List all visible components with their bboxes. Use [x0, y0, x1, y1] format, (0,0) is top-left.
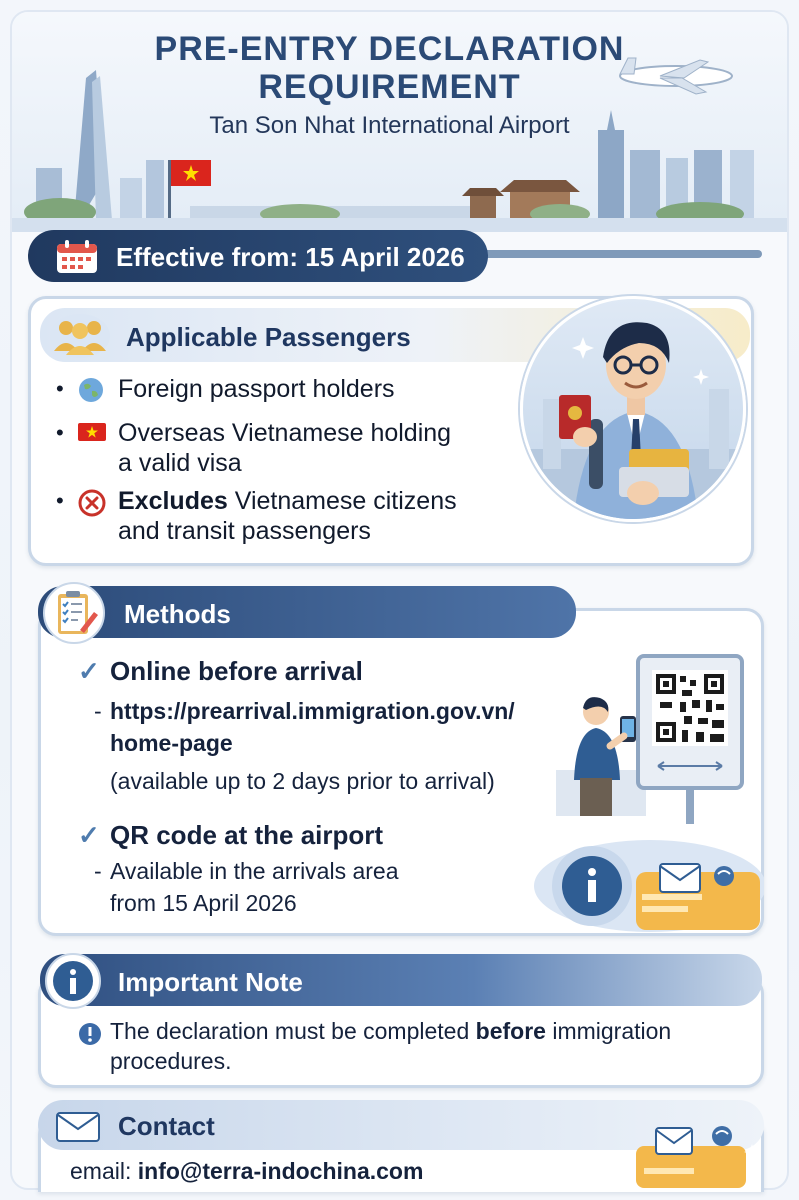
methods-header — [38, 586, 576, 638]
qr-sign-post — [686, 790, 694, 824]
bullet-dot: • — [56, 488, 64, 513]
methods-heading: Methods — [124, 599, 231, 629]
mail-folder-illustration — [632, 1118, 764, 1190]
effective-date-text: Effective from: 15 April 2026 — [116, 242, 465, 272]
people-group-icon — [48, 313, 112, 359]
important-note-heading: Important Note — [118, 967, 303, 997]
effective-date-banner — [28, 230, 488, 282]
passenger-overseas-line1: Overseas Vietnamese holding — [118, 419, 452, 447]
contact-heading: Contact — [118, 1111, 215, 1141]
traveler-icon — [523, 299, 746, 522]
qr-location-line2: from 15 April 2026 — [110, 890, 297, 916]
page-subtitle: Tan Son Nhat International Airport — [209, 112, 570, 139]
qr-code-icon — [640, 658, 740, 786]
calendar-icon — [56, 240, 98, 274]
page-title-line2: REQUIREMENT — [258, 68, 521, 106]
info-mail-illustration — [530, 832, 764, 932]
qr-code-sign — [636, 654, 744, 790]
prohibited-icon — [78, 489, 106, 517]
bullet-dot: • — [56, 420, 64, 445]
check-icon: ✓ — [78, 820, 100, 850]
passenger-foreign: Foreign passport holders — [118, 375, 395, 403]
qr-location-line1: Available in the arrivals area — [110, 858, 399, 884]
globe-icon — [78, 377, 104, 403]
check-icon: ✓ — [78, 656, 100, 686]
info-icon — [44, 952, 102, 1010]
exclamation-icon — [78, 1022, 102, 1046]
email-link[interactable]: info@terra-indochina.com — [137, 1158, 424, 1184]
passengers-heading: Applicable Passengers — [126, 322, 411, 352]
clipboard-checklist-icon — [42, 582, 106, 644]
online-availability-note: (available up to 2 days prior to arrival) — [110, 768, 495, 794]
qr-method-title: QR code at the airport — [110, 820, 384, 850]
note-part2: immigration procedures. — [110, 1018, 672, 1074]
prearrival-url-link-cont[interactable]: home-page — [110, 730, 233, 756]
dash: - — [94, 698, 102, 724]
email-label: email: — [70, 1158, 138, 1184]
person-scanning-illustration — [556, 690, 646, 816]
bullet-dot: • — [56, 376, 64, 401]
prearrival-url-link[interactable]: https://prearrival.immigration.gov.vn/ — [110, 698, 515, 724]
excludes-rest: Vietnamese citizens — [227, 487, 457, 515]
important-note-header — [40, 954, 762, 1006]
dash: - — [94, 858, 102, 884]
passenger-excludes-line2: and transit passengers — [118, 517, 371, 545]
banner-rule — [470, 250, 762, 258]
note-part1: The declaration must be completed — [110, 1018, 476, 1044]
online-method-title: Online before arrival — [110, 656, 363, 686]
passenger-overseas-line2: a valid visa — [118, 449, 242, 477]
excludes-label: Excludes — [118, 487, 228, 515]
envelope-icon — [56, 1112, 100, 1142]
header — [0, 0, 779, 230]
important-note-text — [110, 1016, 750, 1076]
traveler-illustration — [520, 296, 746, 522]
contact-email — [70, 1158, 423, 1185]
vietnam-flag-icon — [78, 421, 106, 443]
page-title-line1: PRE-ENTRY DECLARATION — [154, 30, 625, 68]
note-emphasis: before — [475, 1018, 546, 1044]
passenger-excludes-line1 — [118, 486, 457, 516]
